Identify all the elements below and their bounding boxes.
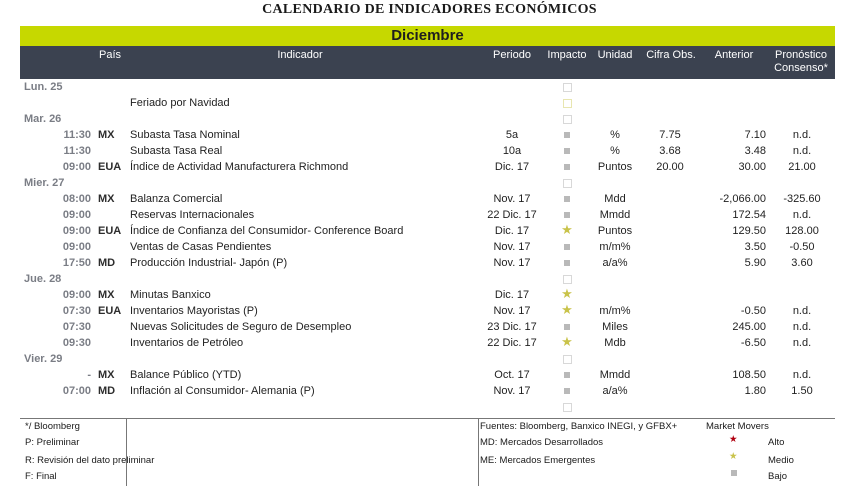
- day-label: Mier. 27: [24, 177, 65, 189]
- indicator-cell: Ventas de Casas Pendientes: [130, 241, 272, 253]
- table-row: [20, 367, 835, 383]
- header-unidad: Unidad: [597, 49, 633, 61]
- medium-impact-star-icon: ★: [561, 286, 573, 301]
- table-row: [20, 143, 835, 159]
- footer-note-preliminar: P: Preliminar: [25, 437, 80, 448]
- footer-me-legend: ME: Mercados Emergentes: [480, 455, 596, 466]
- indicator-cell: Reservas Internacionales: [130, 209, 255, 221]
- time-cell: 17:50: [62, 257, 91, 269]
- empty-impact-box-icon: [556, 79, 578, 95]
- time-cell: 11:30: [63, 129, 91, 141]
- indicator-cell: Nuevas Solicitudes de Seguro de Desempleo: [130, 321, 352, 333]
- period-cell: 22 Dic. 17: [487, 337, 537, 349]
- consensus-cell: n.d.: [792, 305, 812, 317]
- previous-cell: 129.50: [732, 225, 766, 237]
- previous-cell: 3.48: [744, 145, 766, 157]
- table-row: [20, 207, 835, 223]
- low-impact-square-icon: [556, 159, 578, 175]
- header-cifra-obs: Cifra Obs.: [646, 49, 696, 61]
- table-row: [20, 159, 835, 175]
- day-row: [20, 351, 835, 367]
- unit-cell: Puntos: [597, 161, 633, 173]
- empty-impact-box-icon: [556, 111, 578, 127]
- previous-cell: 245.00: [732, 321, 766, 333]
- consensus-cell: 3.60: [791, 257, 813, 269]
- unit-cell: m/m%: [599, 305, 631, 317]
- period-cell: Nov. 17: [493, 385, 531, 397]
- country-cell: EUA: [98, 161, 122, 173]
- table-row: [20, 223, 835, 239]
- time-cell: 09:00: [62, 225, 91, 237]
- footer-divider: [20, 418, 835, 419]
- time-cell: 11:30: [63, 145, 91, 157]
- low-impact-square-icon: [556, 367, 578, 383]
- consensus-cell: n.d.: [792, 337, 812, 349]
- consensus-cell: -325.60: [783, 193, 821, 205]
- footer-sources: Fuentes: Bloomberg, Banxico INEGI, y GFBX+: [480, 421, 678, 432]
- empty-impact-box-icon: [556, 95, 578, 111]
- previous-cell: 5.90: [744, 257, 766, 269]
- previous-cell: -2,066.00: [719, 193, 766, 205]
- medium-impact-star-icon: ★: [561, 222, 573, 237]
- table-row: [20, 319, 835, 335]
- unit-cell: Miles: [602, 321, 628, 333]
- header-anterior: Anterior: [714, 49, 754, 61]
- day-label: Mar. 26: [24, 113, 62, 125]
- footer-column-divider: [478, 418, 479, 486]
- previous-cell: 108.50: [732, 369, 766, 381]
- day-label: Vier. 29: [24, 353, 63, 365]
- time-cell: 08:00: [62, 193, 91, 205]
- legend-medio: Medio: [768, 455, 794, 466]
- country-cell: MD: [98, 385, 116, 397]
- indicator-cell: Balance Público (YTD): [130, 369, 242, 381]
- indicator-cell: Balanza Comercial: [130, 193, 223, 205]
- unit-cell: %: [610, 145, 620, 157]
- low-impact-square-icon: [556, 127, 578, 143]
- header-pronostico: [768, 49, 834, 75]
- indicator-cell: Índice de Confianza del Consumidor- Conference Board: [130, 225, 404, 237]
- unit-cell: a/a%: [602, 257, 628, 269]
- previous-cell: 172.54: [732, 209, 766, 221]
- consensus-cell: 21.00: [788, 161, 816, 173]
- period-cell: Dic. 17: [494, 225, 530, 237]
- empty-impact-box-icon: [556, 175, 578, 191]
- period-cell: Nov. 17: [493, 193, 531, 205]
- period-cell: 22 Dic. 17: [487, 209, 537, 221]
- table-row: [20, 303, 835, 319]
- day-row: [20, 79, 835, 95]
- high-impact-star-icon: ★: [729, 434, 738, 445]
- indicator-cell: Inventarios Mayoristas (P): [130, 305, 258, 317]
- consensus-cell: n.d.: [792, 369, 812, 381]
- previous-cell: 7.10: [744, 129, 766, 141]
- consensus-cell: n.d.: [792, 209, 812, 221]
- consensus-cell: n.d.: [792, 129, 812, 141]
- medium-impact-star-icon: ★: [561, 334, 573, 349]
- unit-cell: m/m%: [599, 241, 631, 253]
- unit-cell: Mmdd: [599, 369, 631, 381]
- time-cell: 07:30: [62, 321, 91, 333]
- period-cell: Dic. 17: [494, 289, 530, 301]
- time-cell: 09:00: [62, 289, 91, 301]
- period-cell: Nov. 17: [493, 241, 531, 253]
- consensus-cell: 128.00: [785, 225, 819, 237]
- time-cell: 09:30: [62, 337, 91, 349]
- low-impact-square-icon: [556, 255, 578, 271]
- day-row: [20, 111, 835, 127]
- previous-cell: -6.50: [740, 337, 766, 349]
- table-row: [20, 335, 835, 351]
- low-impact-square-icon: [556, 239, 578, 255]
- low-impact-square-icon: [731, 468, 737, 479]
- market-movers-title: Market Movers: [706, 421, 769, 432]
- time-cell: 09:00: [62, 209, 91, 221]
- period-cell: Nov. 17: [493, 257, 531, 269]
- previous-cell: 3.50: [744, 241, 766, 253]
- header-periodo: Periodo: [493, 49, 531, 61]
- table-row: [20, 95, 835, 111]
- header-impacto: Impacto: [547, 49, 587, 61]
- period-cell: 5a: [505, 129, 519, 141]
- time-cell: 07:00: [62, 385, 91, 397]
- table-row: [20, 255, 835, 271]
- consensus-cell: n.d.: [792, 145, 812, 157]
- table-row: [20, 287, 835, 303]
- indicator-cell: Inventarios de Petróleo: [130, 337, 244, 349]
- day-label: Jue. 28: [24, 273, 62, 285]
- indicator-cell: Minutas Banxico: [130, 289, 211, 301]
- country-cell: MX: [98, 193, 115, 205]
- day-label: Lun. 25: [24, 81, 63, 93]
- table-row: [20, 383, 835, 399]
- legend-alto: Alto: [768, 437, 785, 448]
- unit-cell: Puntos: [597, 225, 633, 237]
- country-cell: MD: [98, 257, 116, 269]
- unit-cell: Mdd: [604, 193, 626, 205]
- low-impact-square-icon: [556, 319, 578, 335]
- medium-impact-star-icon: ★: [729, 451, 738, 462]
- previous-cell: 30.00: [738, 161, 766, 173]
- indicator-table-body: [20, 79, 835, 415]
- page-title: CALENDARIO DE INDICADORES ECONÓMICOS: [262, 2, 597, 17]
- low-impact-square-icon: [556, 143, 578, 159]
- consensus-cell: n.d.: [792, 321, 812, 333]
- indicator-cell: Índice de Actividad Manufacturera Richmond: [130, 161, 349, 173]
- table-row: [20, 399, 835, 415]
- day-row: [20, 271, 835, 287]
- indicator-cell: Subasta Tasa Real: [130, 145, 223, 157]
- medium-impact-star-icon: ★: [561, 302, 573, 317]
- indicator-cell: Feriado por Navidad: [130, 97, 230, 109]
- unit-cell: Mdb: [604, 337, 626, 349]
- period-cell: 23 Dic. 17: [487, 321, 537, 333]
- footer-md-legend: MD: Mercados Desarrollados: [480, 437, 604, 448]
- country-cell: MX: [98, 129, 115, 141]
- unit-cell: a/a%: [602, 385, 628, 397]
- header-indicador: Indicador: [277, 49, 323, 61]
- observed-cell: 20.00: [656, 161, 684, 173]
- time-cell: 09:00: [62, 241, 91, 253]
- period-cell: Dic. 17: [494, 161, 530, 173]
- header-pais: País: [98, 49, 121, 61]
- unit-cell: Mmdd: [599, 209, 631, 221]
- table-row: [20, 127, 835, 143]
- country-cell: MX: [98, 369, 115, 381]
- time-cell: -: [87, 369, 91, 381]
- period-cell: 10a: [502, 145, 522, 157]
- consensus-cell: 1.50: [791, 385, 813, 397]
- legend-bajo: Bajo: [768, 471, 788, 482]
- time-cell: 09:00: [62, 161, 91, 173]
- observed-cell: 7.75: [659, 129, 681, 141]
- previous-cell: 1.80: [744, 385, 766, 397]
- empty-impact-box-icon: [556, 271, 578, 287]
- empty-impact-box-icon: [556, 351, 578, 367]
- footer-note-bloomberg: */ Bloomberg: [25, 421, 80, 432]
- previous-cell: -0.50: [740, 305, 766, 317]
- footer-note-final: F: Final: [25, 471, 57, 482]
- table-row: [20, 239, 835, 255]
- day-row: [20, 175, 835, 191]
- indicator-cell: Producción Industrial- Japón (P): [130, 257, 288, 269]
- header-pronostico-line1: Pronóstico: [775, 49, 827, 61]
- observed-cell: 3.68: [659, 145, 681, 157]
- low-impact-square-icon: [556, 207, 578, 223]
- low-impact-square-icon: [556, 191, 578, 207]
- country-cell: EUA: [98, 305, 122, 317]
- header-pronostico-line2: Consenso*: [774, 62, 828, 74]
- time-cell: 07:30: [62, 305, 91, 317]
- country-cell: MX: [98, 289, 115, 301]
- unit-cell: %: [610, 129, 620, 141]
- empty-impact-box-icon: [556, 399, 578, 415]
- footer-note-revision: R: Revisión del dato preliminar: [25, 455, 155, 466]
- country-cell: EUA: [98, 225, 122, 237]
- indicator-cell: Inflación al Consumidor- Alemania (P): [130, 385, 315, 397]
- low-impact-square-icon: [556, 383, 578, 399]
- period-cell: Nov. 17: [493, 305, 531, 317]
- indicator-cell: Subasta Tasa Nominal: [130, 129, 240, 141]
- table-row: [20, 191, 835, 207]
- table-header: [20, 46, 835, 79]
- period-cell: Oct. 17: [494, 369, 530, 381]
- month-bar: Diciembre: [20, 26, 835, 46]
- consensus-cell: -0.50: [789, 241, 815, 253]
- footer-column-divider: [126, 418, 127, 486]
